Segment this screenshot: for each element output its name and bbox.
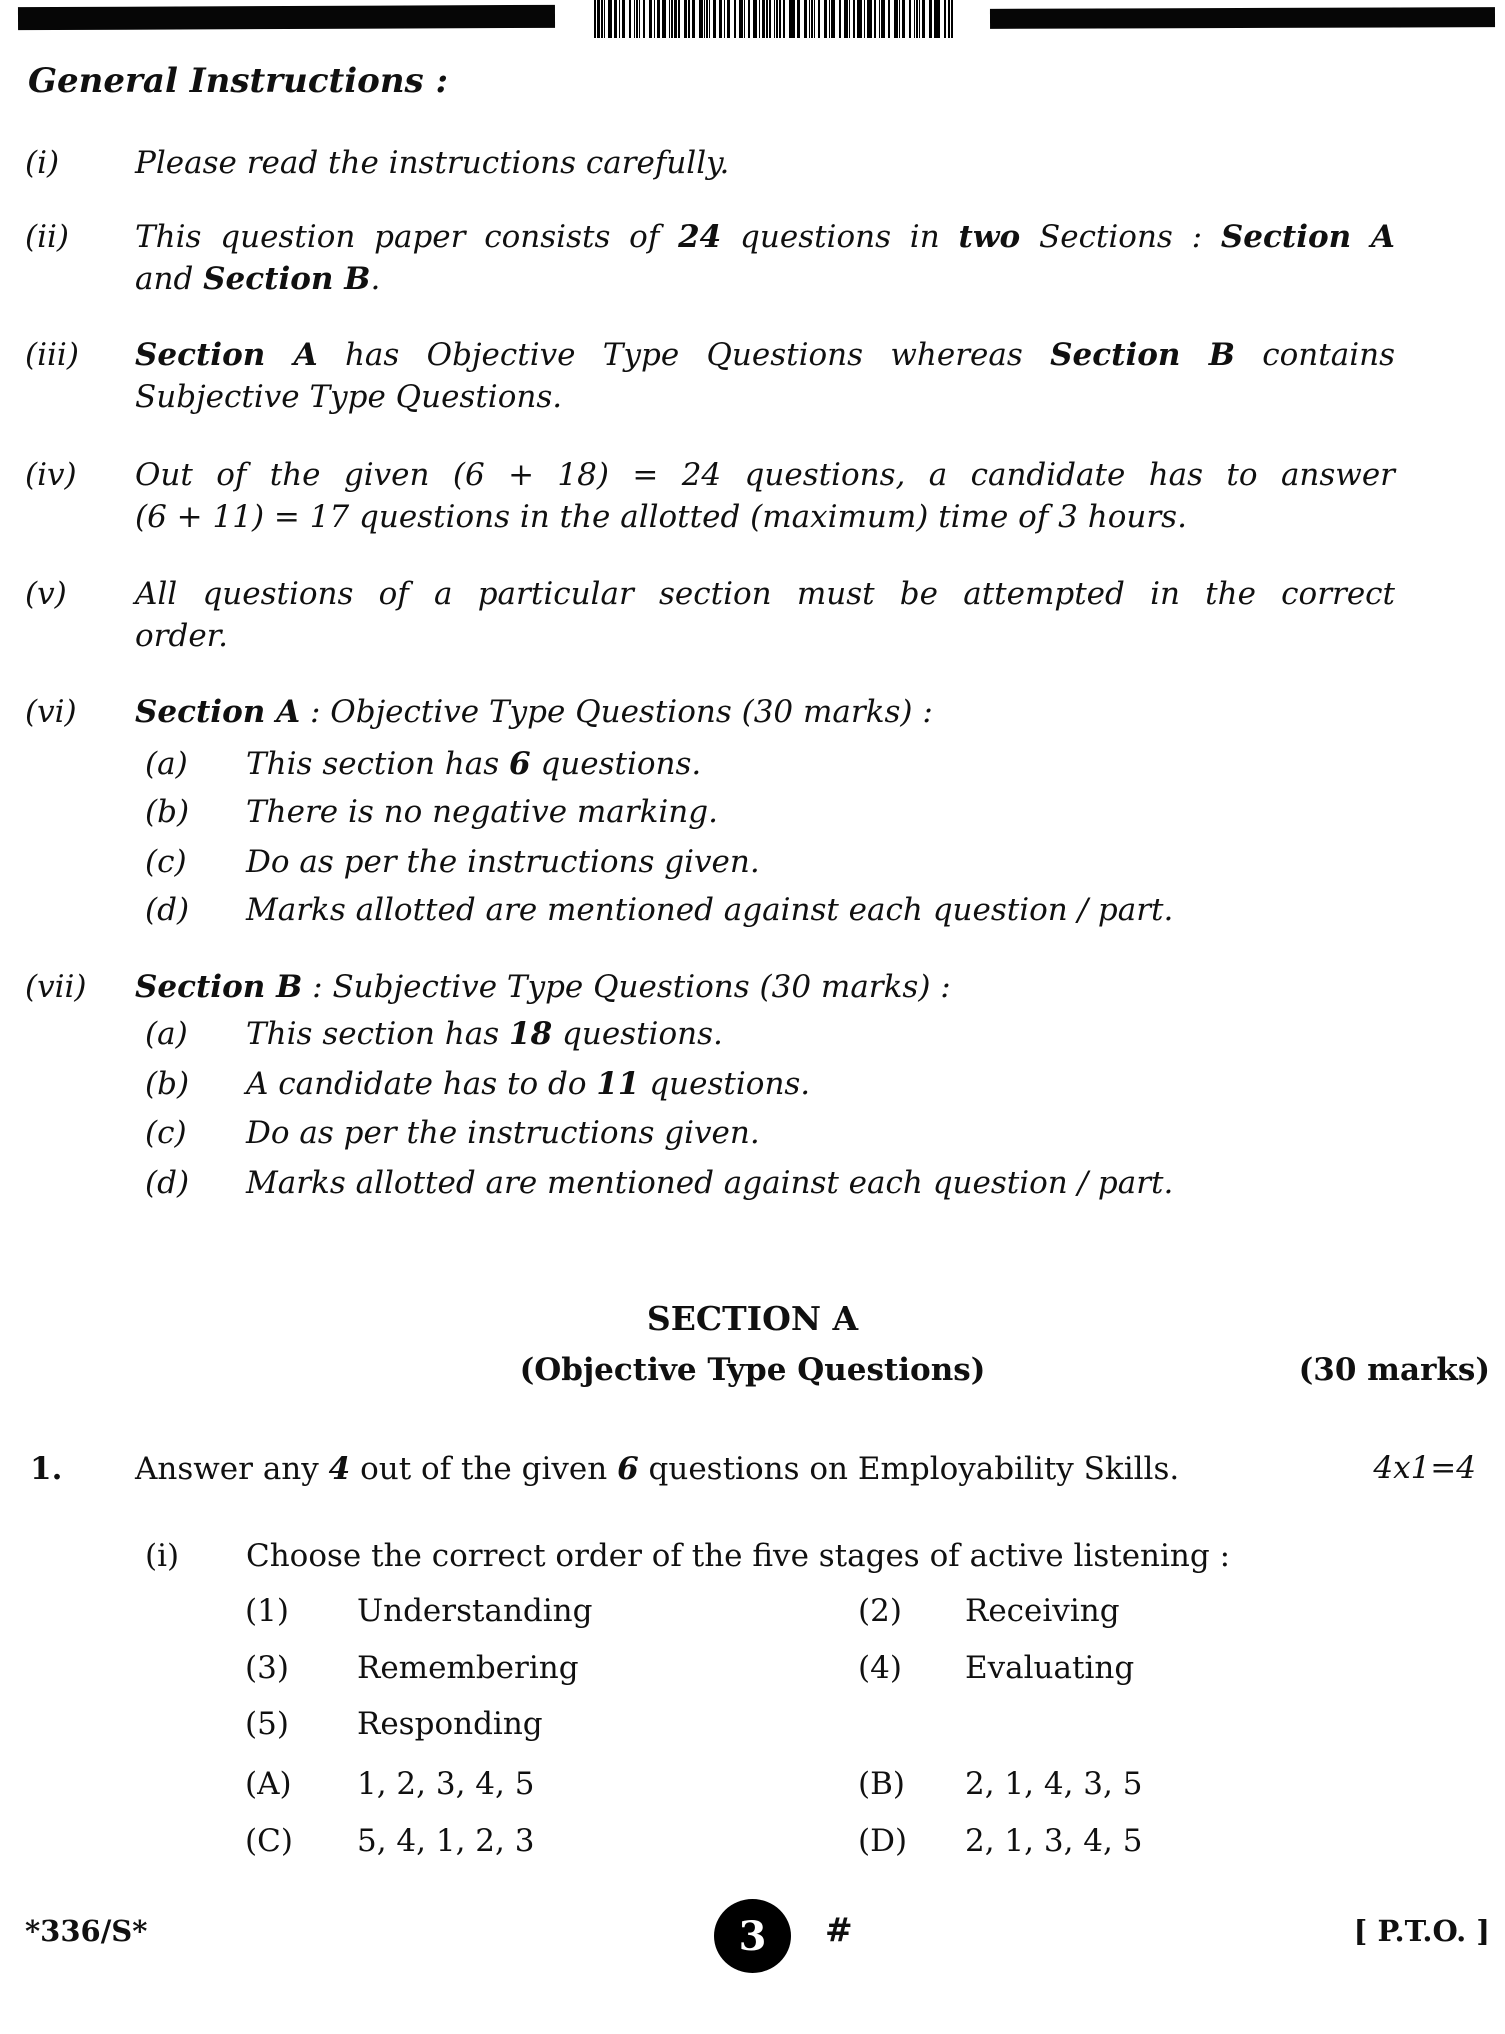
instruction-label: (ii) bbox=[25, 219, 70, 255]
sub-instruction-text: Do as per the instructions given. bbox=[246, 1115, 760, 1151]
choice-label: (C) bbox=[245, 1823, 293, 1859]
option-text: Understanding bbox=[357, 1593, 593, 1629]
question-1 bbox=[25, 1448, 1395, 1490]
choice-label: (B) bbox=[858, 1766, 905, 1802]
sub-instruction-label: (a) bbox=[145, 1016, 188, 1052]
instruction-item-iv bbox=[25, 454, 1395, 538]
sub-instruction-label: (c) bbox=[145, 1115, 187, 1151]
sub-instruction-text: This section has 6 questions. bbox=[246, 746, 702, 782]
instruction-label: (i) bbox=[25, 145, 60, 181]
sub-instruction-text: Marks allotted are mentioned against each question / part. bbox=[246, 892, 1174, 928]
subquestion-i bbox=[145, 1535, 1395, 1577]
sub-instruction-d bbox=[145, 889, 1395, 931]
question-marks: 4x1=4 bbox=[1373, 1450, 1476, 1486]
sub-instruction-b bbox=[145, 1063, 1395, 1105]
sub-instruction-label: (a) bbox=[145, 746, 188, 782]
sub-instruction-text: Marks allotted are mentioned against each question / part. bbox=[246, 1165, 1174, 1201]
option-label: (3) bbox=[245, 1650, 289, 1686]
page-number-badge bbox=[714, 1899, 791, 1973]
choice-label: (A) bbox=[245, 1766, 292, 1802]
choice-text: 2, 1, 4, 3, 5 bbox=[965, 1766, 1143, 1802]
sub-instruction-d bbox=[145, 1162, 1395, 1204]
question-text: Answer any 4 out of the given 6 questions on Employability Skills. bbox=[135, 1451, 1180, 1487]
subquestion-text: Choose the correct order of the five stages of active listening : bbox=[246, 1538, 1231, 1574]
sub-instruction-b bbox=[145, 791, 1395, 833]
choice-label: (D) bbox=[858, 1823, 908, 1859]
sub-instruction-text: Do as per the instructions given. bbox=[246, 844, 760, 880]
sub-instruction-a bbox=[145, 743, 1395, 785]
instruction-item-i bbox=[25, 142, 1395, 184]
sub-instruction-text: A candidate has to do 11 questions. bbox=[246, 1066, 811, 1102]
stage-options-row-2 bbox=[0, 1647, 1505, 1689]
subquestion-label: (i) bbox=[145, 1538, 180, 1574]
sub-instruction-text: This section has 18 questions. bbox=[246, 1016, 723, 1052]
instruction-label: (vii) bbox=[25, 969, 87, 1005]
instruction-text: Section A has Objective Type Questions whereas Section B contains Subjective Type Questions. bbox=[135, 337, 1395, 415]
option-label: (1) bbox=[245, 1593, 289, 1629]
instruction-item-v bbox=[25, 573, 1395, 657]
instruction-label: (v) bbox=[25, 576, 67, 612]
instruction-label: (iv) bbox=[25, 457, 77, 493]
answer-choices-row-1 bbox=[0, 1763, 1505, 1805]
sub-instruction-label: (b) bbox=[145, 794, 190, 830]
instruction-item-ii bbox=[25, 216, 1395, 300]
section-a-marks: (30 marks) bbox=[1298, 1352, 1490, 1388]
instruction-text: Section A : Objective Type Questions (30 marks) : bbox=[135, 694, 933, 730]
sub-instruction-label: (b) bbox=[145, 1066, 190, 1102]
option-label: (2) bbox=[858, 1593, 902, 1629]
option-text: Responding bbox=[357, 1706, 543, 1742]
choice-text: 5, 4, 1, 2, 3 bbox=[357, 1823, 535, 1859]
option-text: Remembering bbox=[357, 1650, 579, 1686]
redaction-bar-left bbox=[18, 5, 555, 30]
instruction-item-vi bbox=[25, 691, 1395, 733]
sub-instruction-label: (d) bbox=[145, 892, 190, 928]
instruction-label: (iii) bbox=[25, 337, 79, 373]
option-label: (4) bbox=[858, 1650, 902, 1686]
instruction-item-iii bbox=[25, 334, 1395, 418]
section-a-subtitle: (Objective Type Questions) bbox=[519, 1352, 986, 1388]
stage-options-row-1 bbox=[0, 1590, 1505, 1632]
section-a-title: SECTION A bbox=[646, 1299, 859, 1338]
instruction-text: This question paper consists of 24 questions in two Sections : Section A and Section B. bbox=[135, 219, 1395, 297]
page-number: 3 bbox=[738, 1912, 767, 1960]
sub-instruction-label: (d) bbox=[145, 1165, 190, 1201]
instruction-text: Section B : Subjective Type Questions (30 marks) : bbox=[135, 969, 951, 1005]
sub-instruction-text: There is no negative marking. bbox=[246, 794, 718, 830]
stage-options-row-3 bbox=[0, 1703, 1505, 1745]
redaction-bar-right bbox=[990, 7, 1495, 29]
sub-instruction-label: (c) bbox=[145, 844, 187, 880]
sub-instruction-c bbox=[145, 1112, 1395, 1154]
instruction-item-vii bbox=[25, 966, 1395, 1008]
option-text: Evaluating bbox=[965, 1650, 1135, 1686]
barcode-icon bbox=[594, 0, 954, 38]
choice-text: 2, 1, 3, 4, 5 bbox=[965, 1823, 1143, 1859]
answer-choices-row-2 bbox=[0, 1820, 1505, 1862]
hash-mark: # bbox=[825, 1910, 853, 1949]
question-number: 1. bbox=[30, 1451, 63, 1487]
instruction-text: Please read the instructions carefully. bbox=[135, 145, 730, 181]
option-label: (5) bbox=[245, 1706, 289, 1742]
option-text: Receiving bbox=[965, 1593, 1120, 1629]
instruction-label: (vi) bbox=[25, 694, 77, 730]
footer-paper-code: *336/S* bbox=[25, 1914, 148, 1948]
general-instructions-title: General Instructions : bbox=[28, 61, 449, 101]
choice-text: 1, 2, 3, 4, 5 bbox=[357, 1766, 535, 1802]
instruction-text: Out of the given (6 + 18) = 24 questions, a candidate has to answer (6 + 11) = 17 questions in the allotted (maximum) time of 3 hours. bbox=[135, 457, 1395, 535]
sub-instruction-c bbox=[145, 841, 1395, 883]
instruction-text: All questions of a particular section must be attempted in the correct order. bbox=[135, 576, 1395, 654]
sub-instruction-a bbox=[145, 1013, 1395, 1055]
pto-label: [ P.T.O. ] bbox=[1353, 1914, 1490, 1948]
